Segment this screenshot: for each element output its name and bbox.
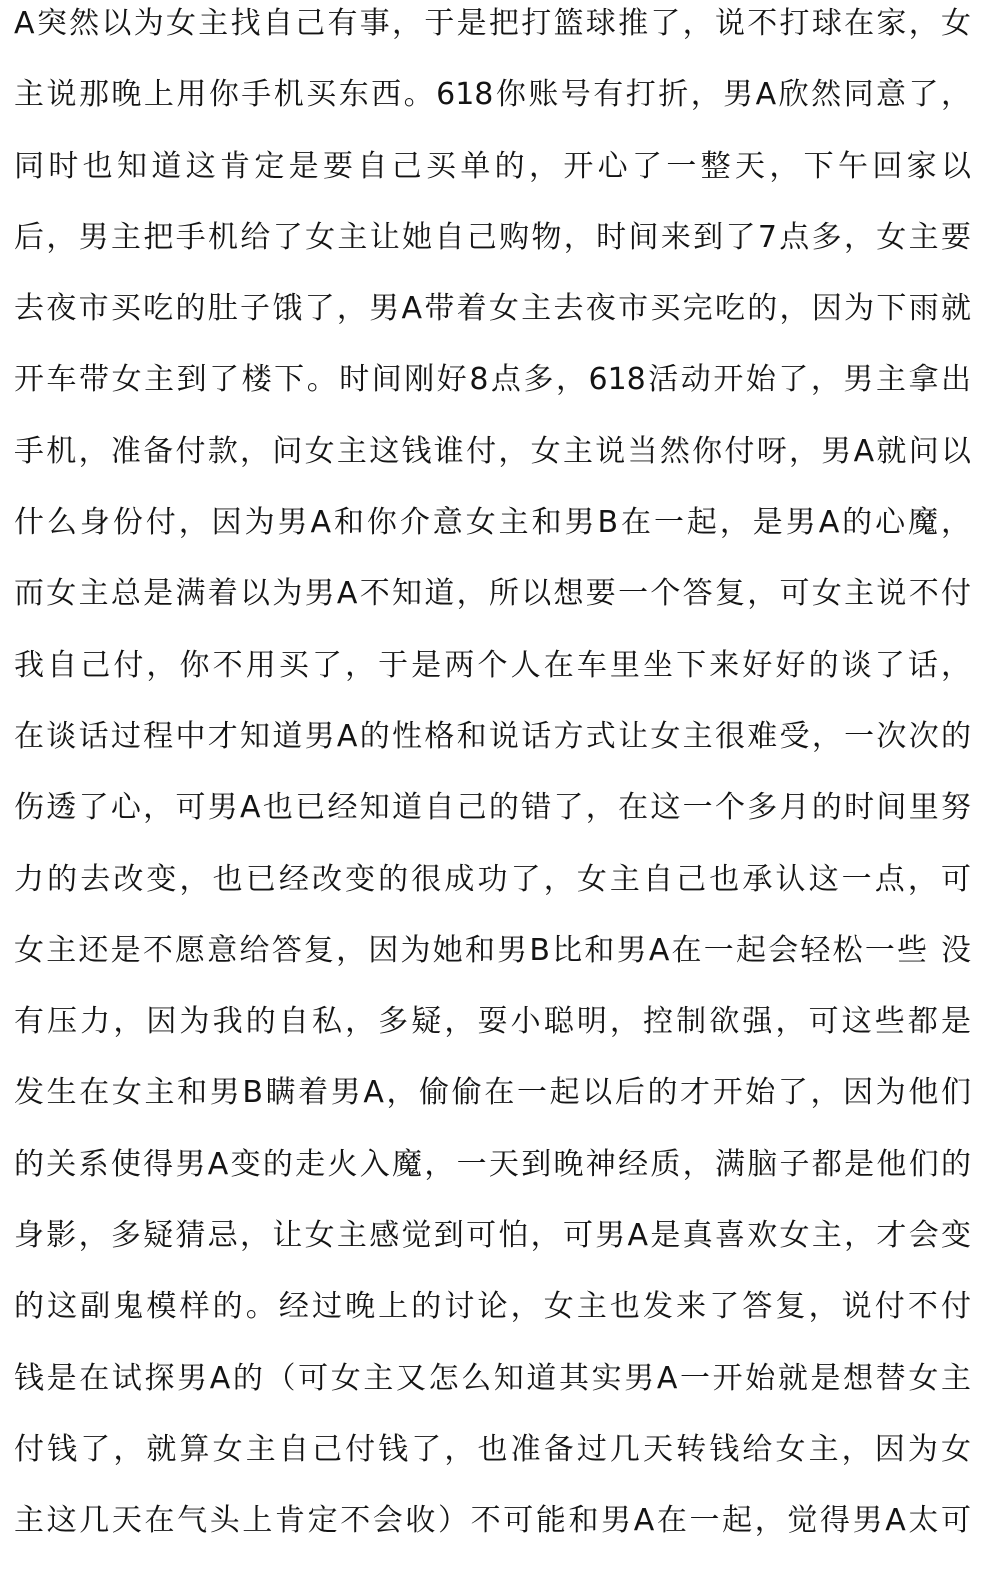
text-line: 在谈话过程中才知道男A的性格和说话方式让女主很难受，一次次的	[14, 718, 971, 754]
text-line: 力的去改变，也已经改变的很成功了，女主自己也承认这一点，可	[14, 861, 971, 897]
text-line: 开车带女主到了楼下。时间刚好8点多，618活动开始了，男主拿出	[14, 362, 971, 398]
text-line: 我自己付，你不用买了，于是两个人在车里坐下来好好的谈了话，	[14, 647, 971, 683]
text-line: 主说那晚上用你手机买东西。618你账号有打折，男A欣然同意了，	[14, 77, 971, 113]
text-line: 手机，准备付款，问女主这钱谁付，女主说当然你付呀，男A就问以	[14, 433, 971, 469]
text-line: 而女主总是满着以为男A不知道，所以想要一个答复，可女主说不付	[14, 576, 971, 612]
text-line: 钱是在试探男A的（可女主又怎么知道其实男A一开始就是想替女主	[14, 1360, 971, 1396]
text-line: 什么身份付，因为男A和你介意女主和男B在一起，是男A的心魔，	[14, 505, 971, 541]
text-line: 有压力，因为我的自私，多疑，耍小聪明，控制欲强，可这些都是	[14, 1004, 971, 1040]
text-line: 伤透了心，可男A也已经知道自己的错了，在这一个多月的时间里努	[14, 790, 971, 826]
text-line: 女主还是不愿意给答复，因为她和男B比和男A在一起会轻松一些 没	[14, 932, 971, 968]
text-line: 的这副鬼模样的。经过晚上的讨论，女主也发来了答复，说付不付	[14, 1289, 971, 1325]
text-line: 付钱了，就算女主自己付钱了，也准备过几天转钱给女主，因为女	[14, 1431, 971, 1467]
text-line: A突然以为女主找自己有事，于是把打篮球推了，说不打球在家，女	[14, 6, 971, 41]
text-line: 主这几天在气头上肯定不会收）不可能和男A在一起，觉得男A太可	[14, 1503, 971, 1539]
text-line: 的关系使得男A变的走火入魔，一天到晚神经质，满脑子都是他们的	[14, 1146, 971, 1182]
text-line: 同时也知道这肯定是要自己买单的，开心了一整天，下午回家以	[14, 148, 971, 184]
text-line: 后，男主把手机给了女主让她自己购物，时间来到了7点多，女主要	[14, 219, 971, 255]
text-line: 去夜市买吃的肚子饿了，男A带着女主去夜市买完吃的，因为下雨就	[14, 291, 971, 327]
text-line: 发生在女主和男B瞒着男A，偷偷在一起以后的才开始了，因为他们	[14, 1075, 971, 1111]
text-line: 身影，多疑猜忌，让女主感觉到可怕，可男A是真喜欢女主，才会变	[14, 1218, 971, 1254]
